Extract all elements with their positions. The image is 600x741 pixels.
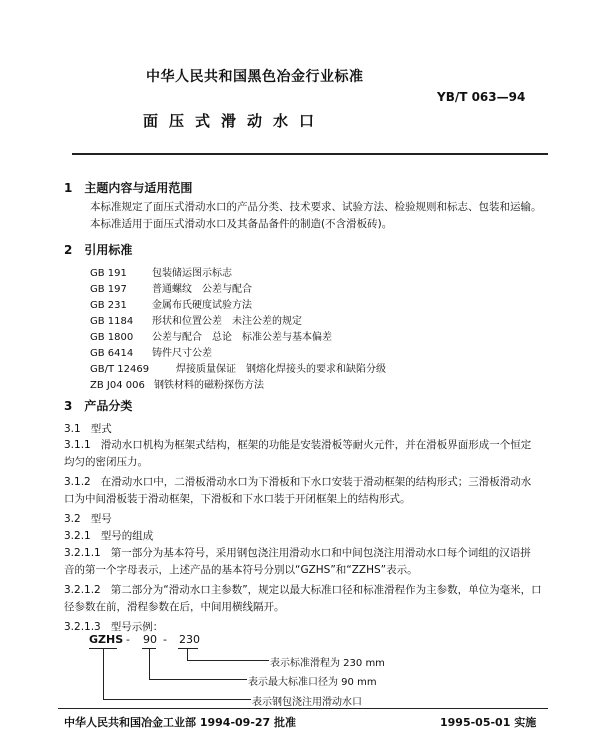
reference-code: GB 1184 bbox=[90, 316, 134, 327]
clause-number: 3.2.1.3 bbox=[64, 621, 101, 633]
reference-item bbox=[90, 360, 386, 375]
reference-code: GB 197 bbox=[90, 284, 127, 295]
leader-diameter-horizontal bbox=[149, 679, 247, 680]
reference-title: 公差与配合 总论 标准公差与基本偏差 bbox=[152, 332, 332, 343]
reference-title: 金属布氏硬度试验方法 bbox=[152, 300, 252, 311]
section-3-heading: 3 产品分类 bbox=[64, 399, 133, 413]
clause-number: 3.1 bbox=[64, 423, 81, 435]
reference-code: GB 191 bbox=[90, 268, 127, 279]
reference-code: GB/T 12469 bbox=[90, 364, 150, 375]
example-part-stroke: 230 bbox=[179, 633, 200, 646]
label-stroke: 表示标准滑程为 230 mm bbox=[270, 658, 385, 669]
clause-number: 3.2.1.1 bbox=[64, 547, 101, 559]
leader-stroke-horizontal bbox=[187, 660, 269, 661]
reference-item bbox=[90, 296, 252, 311]
clause-3-2-1 bbox=[64, 528, 153, 543]
reference-code: GB 6414 bbox=[90, 348, 134, 359]
leader-stroke-vertical bbox=[187, 648, 188, 660]
clause-text-line-1: 第二部分为“滑动水口主参数”，规定以最大标准口径和标准滑程作为主参数，单位为毫米，口 bbox=[110, 584, 542, 596]
clause-title: 型号的组成 bbox=[100, 530, 154, 542]
clause-number: 3.1.1 bbox=[64, 439, 91, 451]
reference-item bbox=[90, 344, 212, 359]
clause-number: 3.2.1 bbox=[64, 530, 91, 542]
header-rule bbox=[72, 153, 548, 155]
clause-title: 型式 bbox=[90, 423, 112, 435]
reference-item bbox=[90, 264, 232, 279]
clause-title: 型号 bbox=[90, 513, 112, 525]
section-1-line-2: 本标准适用于面压式滑动水口及其备品备件的制造(不含滑板砖)。 bbox=[90, 218, 393, 230]
reference-code: GB 231 bbox=[90, 300, 127, 311]
clause-3-2-1-1 bbox=[64, 545, 550, 579]
clause-3-2 bbox=[64, 511, 112, 526]
clause-text-line-1: 滑动水口机构为框架式结构，框架的功能是安装滑板等耐火元件，并在滑板界面形成一个恒定 bbox=[100, 439, 532, 451]
clause-text-line-1: 第一部分为基本符号，采用钢包浇注用滑动水口和中间包浇注用滑动水口每个词组的汉语拼 bbox=[110, 547, 531, 559]
clause-3-1 bbox=[64, 421, 112, 436]
document-title: 面压式滑动水口 bbox=[143, 112, 326, 130]
leader-diameter-vertical bbox=[149, 648, 150, 679]
clause-title: 型号示例： bbox=[110, 621, 164, 633]
issuing-organization: 中华人民共和国黑色冶金行业标准 bbox=[146, 69, 364, 85]
clause-text-line-2: 音的第一个字母表示，上述产品的基本符号分别以“GZHS”和“ZZHS”表示。 bbox=[64, 564, 418, 576]
reference-item bbox=[90, 312, 302, 327]
clause-number: 3.2.1.2 bbox=[64, 584, 101, 596]
clause-3-1-1 bbox=[64, 437, 550, 471]
implementation-date: 1995-05-01 实施 bbox=[440, 716, 537, 729]
example-separator: - bbox=[163, 633, 167, 646]
clause-text-line-1: 在滑动水口中，二滑板滑动水口为下滑板和下水口安装于滑动框架的结构形式；三滑板滑动水 bbox=[100, 476, 532, 488]
reference-title: 钢铁材料的磁粉探伤方法 bbox=[154, 380, 264, 391]
leader-basic-symbol-horizontal bbox=[103, 699, 251, 700]
footer-rule bbox=[58, 708, 548, 709]
section-1-line-1: 本标准规定了面压式滑动水口的产品分类、技术要求、试验方法、检验规则和标志、包装和运输。 bbox=[90, 201, 542, 213]
underline-stroke bbox=[178, 648, 198, 649]
clause-number: 3.1.2 bbox=[64, 476, 91, 488]
section-2-heading: 2 引用标准 bbox=[64, 243, 133, 257]
example-part-diameter: 90 bbox=[143, 633, 157, 646]
approval-line: 中华人民共和国冶金工业部 1994-09-27 批准 bbox=[64, 716, 297, 729]
leader-basic-symbol-vertical bbox=[103, 648, 104, 699]
reference-title: 包装储运图示标志 bbox=[152, 268, 232, 279]
reference-item bbox=[90, 376, 264, 391]
clause-text-line-2: 径参数在前，滑程参数在后，中间用横线隔开。 bbox=[64, 601, 285, 613]
reference-title: 普通螺纹 公差与配合 bbox=[152, 284, 252, 295]
reference-code: ZB J04 006 bbox=[90, 380, 145, 391]
clause-text-line-2: 口为中间滑板装于滑动框架，下滑板和下水口装于开闭框架上的结构形式。 bbox=[64, 493, 411, 505]
label-basic-symbol: 表示钢包浇注用滑动水口 bbox=[252, 697, 362, 708]
reference-item bbox=[90, 328, 332, 343]
clause-3-2-1-3 bbox=[64, 619, 163, 634]
clause-3-1-2 bbox=[64, 474, 550, 508]
clause-text-line-2: 均匀的密闭压力。 bbox=[64, 456, 148, 468]
clause-number: 3.2 bbox=[64, 513, 81, 525]
example-part-basic-symbol: GZHS bbox=[89, 633, 124, 646]
reference-title: 铸件尺寸公差 bbox=[152, 348, 212, 359]
clause-3-2-1-2 bbox=[64, 582, 550, 616]
section-1-heading: 1 主题内容与适用范围 bbox=[64, 181, 193, 195]
reference-item bbox=[90, 280, 252, 295]
reference-title: 焊接质量保证 钢熔化焊接头的要求和缺陷分级 bbox=[176, 364, 386, 375]
reference-code: GB 1800 bbox=[90, 332, 134, 343]
label-diameter: 表示最大标准口径为 90 mm bbox=[248, 677, 377, 688]
example-separator: - bbox=[126, 633, 130, 646]
standard-number: YB/T 063—94 bbox=[437, 90, 526, 104]
reference-title: 形状和位置公差 未注公差的规定 bbox=[152, 316, 302, 327]
